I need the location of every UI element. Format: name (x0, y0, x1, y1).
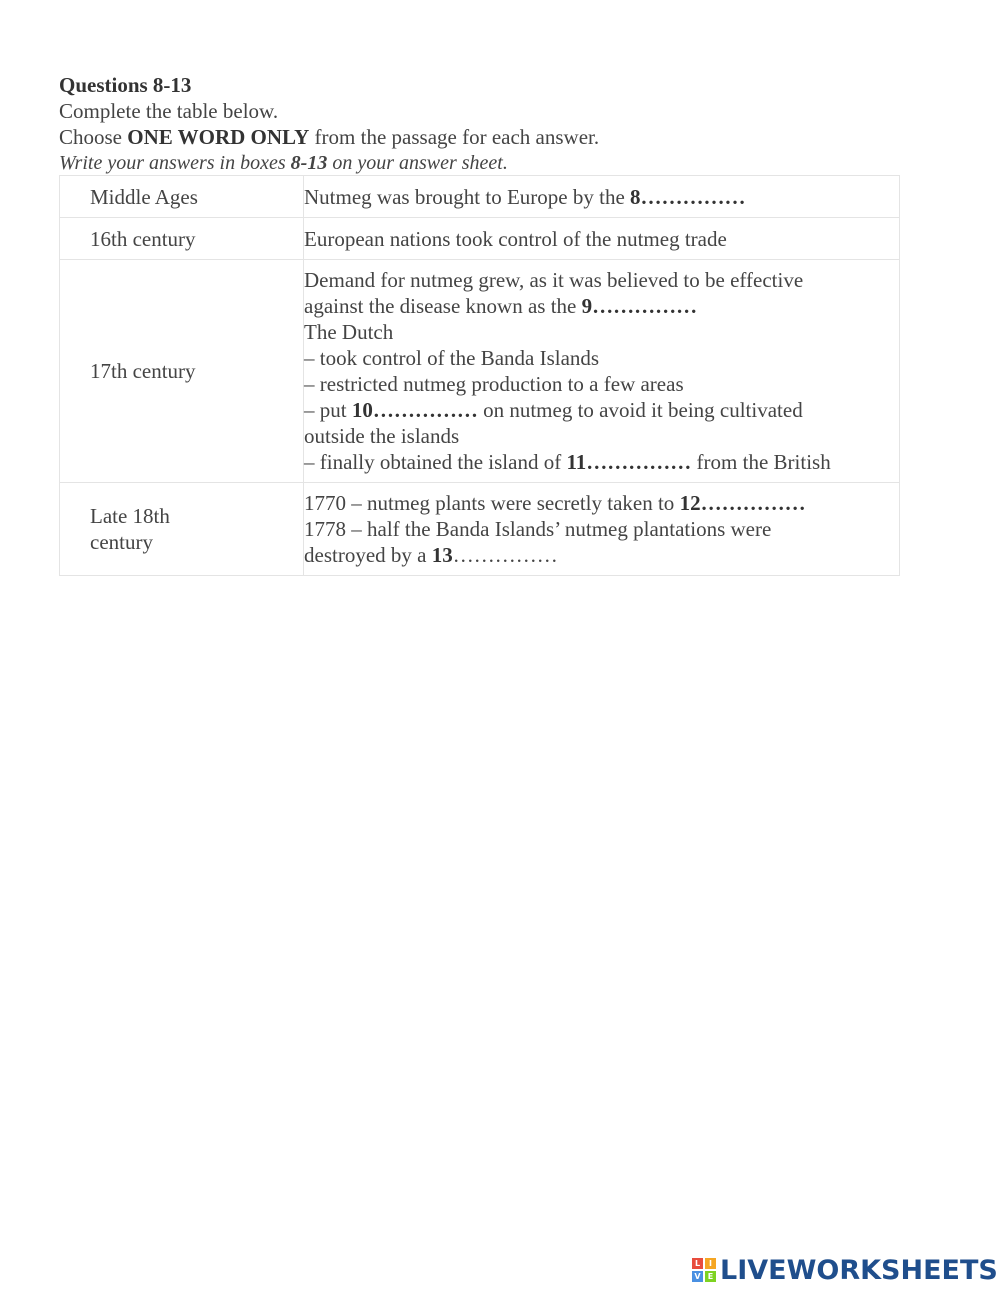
instruction-complete-table: Complete the table below. (59, 99, 279, 123)
description-line (304, 184, 889, 210)
logo-block: L (692, 1258, 703, 1269)
period-cell (60, 483, 304, 576)
answer-gap-11[interactable]: 11…………… (566, 450, 692, 474)
description-line: – restricted nutmeg production to a few areas (304, 372, 684, 396)
answer-gap-10[interactable]: 10…………… (351, 398, 478, 422)
instruction-choose-pre: Choose (59, 125, 128, 149)
table-row (60, 483, 900, 576)
description-line: – took control of the Banda Islands (304, 346, 600, 370)
answer-gap-9[interactable]: 9…………… (581, 294, 698, 318)
description-line (304, 397, 889, 423)
description-line[interactable] (304, 542, 889, 568)
table-row (60, 260, 900, 483)
instruction-one-word-only: ONE WORD ONLY (127, 125, 310, 149)
period-cell: 17th century (60, 260, 304, 483)
description-cell (304, 260, 900, 483)
liveworksheets-logo (692, 1255, 998, 1285)
line-text: – put (304, 398, 352, 422)
description-cell (304, 176, 900, 218)
line-text: destroyed by a (304, 543, 432, 567)
instruction-write-pre: Write your answers in boxes (59, 152, 291, 174)
line-text: – finally obtained the island of (304, 450, 567, 474)
line-text: from the British (691, 450, 831, 474)
description-line (304, 293, 889, 319)
logo-text: LIVEWORKSHEETS (720, 1254, 998, 1286)
description-line: Demand for nutmeg grew, as it was believed to be effective (304, 268, 804, 292)
line-text: against the disease known as the (304, 294, 582, 318)
questions-title: Questions 8-13 (59, 73, 192, 97)
question-header (59, 72, 919, 176)
description-cell (304, 483, 900, 576)
period-line: century (90, 530, 153, 554)
description-line: 1778 – half the Banda Islands’ nutmeg plantations were (304, 517, 772, 541)
description-line (304, 490, 889, 516)
instruction-answer-sheet (59, 150, 919, 176)
instruction-write-post: on your answer sheet. (327, 152, 508, 174)
description-line (304, 449, 889, 475)
instruction-choose-post: from the passage for each answer. (309, 125, 600, 149)
answer-gap-13[interactable]: 13 (431, 543, 453, 567)
answer-gap-13-dots[interactable]: …………… (452, 543, 558, 567)
instruction-boxes-range: 8-13 (290, 152, 328, 174)
period-line: Late 18th (90, 504, 170, 528)
description-line: European nations took control of the nutmeg trade (304, 226, 727, 251)
description-line: outside the islands (304, 424, 460, 448)
instruction-choose-word (59, 124, 919, 150)
description-line: The Dutch (304, 320, 394, 344)
line-text: Nutmeg was brought to Europe by the (304, 184, 631, 209)
description-cell (304, 218, 900, 260)
period-cell: Middle Ages (60, 176, 304, 218)
table-row (60, 218, 900, 260)
nutmeg-history-table (59, 175, 900, 576)
logo-block: I (705, 1258, 716, 1269)
logo-block: E (705, 1271, 716, 1282)
line-text: 1770 – nutmeg plants were secretly taken to (304, 491, 680, 515)
answer-gap-8[interactable]: 8…………… (630, 184, 746, 209)
period-cell: 16th century (60, 218, 304, 260)
table-row (60, 176, 900, 218)
logo-blocks-icon (692, 1258, 716, 1282)
answer-gap-12[interactable]: 12…………… (679, 491, 806, 515)
logo-block: V (692, 1271, 703, 1282)
line-text: on nutmeg to avoid it being cultivated (477, 398, 803, 422)
